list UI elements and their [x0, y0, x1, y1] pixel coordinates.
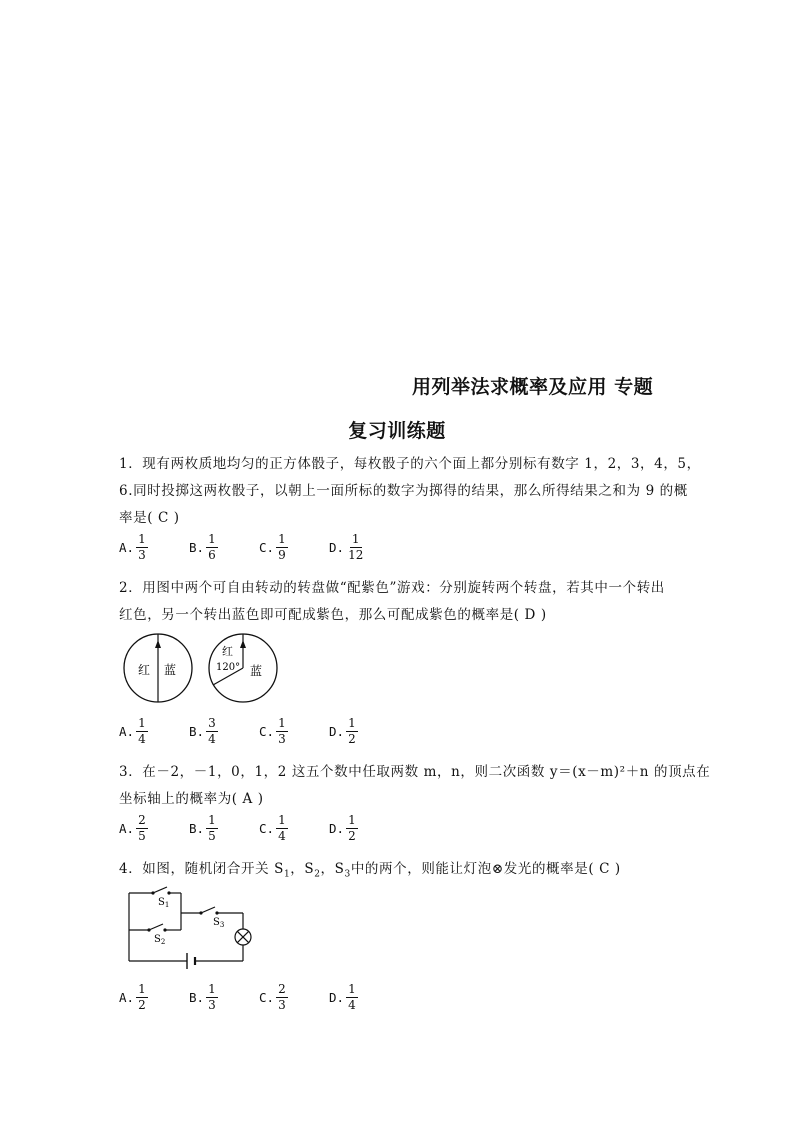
q2-option-c: C. $\frac{1}{3}$ [259, 716, 286, 746]
q1-options [119, 532, 449, 570]
circuit-figure [125, 885, 265, 970]
q4-option-b: B. $\frac{1}{3}$ [189, 982, 216, 1012]
spinner-right-blue-label: 蓝 [250, 664, 263, 678]
q2-options [119, 716, 449, 754]
q2-line-2: 红色，另一个转出蓝色即可配成紫色，那么可配成紫色的概率是( D ) [119, 607, 547, 623]
spinner-right-angle-label: 120° [216, 662, 241, 673]
title-line-1: 用列举法求概率及应用 专题 [412, 376, 654, 398]
spinner-left-blue-label: 蓝 [164, 663, 177, 677]
q4-options [119, 982, 449, 1020]
q3-option-c: C. $\frac{1}{4}$ [259, 813, 286, 843]
q1-line-2: 6.同时投掷这两枚骰子，以朝上一面所标的数字为掷得的结果，那么所得结果之和为 9 的概 [119, 483, 688, 499]
q3-option-a: A. $\frac{2}{5}$ [119, 813, 146, 843]
switch-s3-label: $S_3$ [213, 917, 225, 929]
q4-option-a: A. $\frac{1}{2}$ [119, 982, 146, 1012]
q1-option-d: D. $\frac{1}{12}$ [329, 532, 364, 562]
spinner-left-red-label: 红 [138, 663, 151, 677]
q2-option-a: A. $\frac{1}{4}$ [119, 716, 146, 746]
q3-options [119, 813, 449, 851]
q2-option-d: D. $\frac{1}{2}$ [329, 716, 356, 746]
q4-line-1: 4．如图，随机闭合开关 $S_1$，$S_2$，$S_3$中的两个，则能让灯泡⊗发光的概率是( C ) [119, 861, 621, 880]
q1-line-1: 1．现有两枚质地均匀的正方体骰子，每枚骰子的六个面上都分别标有数字 1，2，3，4，5， [119, 456, 701, 472]
q2-line-1: 2．用图中两个可自由转动的转盘做“配紫色”游戏：分别旋转两个转盘，若其中一个转出 [119, 580, 665, 596]
switch-s2-label: $S_2$ [154, 934, 166, 946]
q1-option-a: A. $\frac{1}{3}$ [119, 532, 146, 562]
spinner-right-red-label: 红 [222, 645, 233, 658]
title-line-2: 复习训练题 [348, 420, 446, 442]
q1-option-c: C. $\frac{1}{9}$ [259, 532, 286, 562]
q1-line-3: 率是( C ) [119, 510, 180, 526]
spinner-right [209, 634, 277, 702]
q1-option-b: B. $\frac{1}{6}$ [189, 532, 216, 562]
q3-line-2: 坐标轴上的概率为( A ) [119, 791, 264, 807]
switch-s1-label: $S_1$ [158, 897, 170, 909]
q3-option-b: B. $\frac{1}{5}$ [189, 813, 216, 843]
q4-option-c: C. $\frac{2}{3}$ [259, 982, 286, 1012]
q4-option-d: D. $\frac{1}{4}$ [329, 982, 356, 1012]
spinner-left [124, 634, 192, 702]
spinner-figure [118, 628, 288, 710]
q3-option-d: D. $\frac{1}{2}$ [329, 813, 356, 843]
q3-line-1: 3．在－2，－1，0，1，2 这五个数中任取两数 m，n，则二次函数 y＝(x－m)²＋n 的顶点在 [119, 764, 711, 780]
q2-option-b: B. $\frac{3}{4}$ [189, 716, 216, 746]
